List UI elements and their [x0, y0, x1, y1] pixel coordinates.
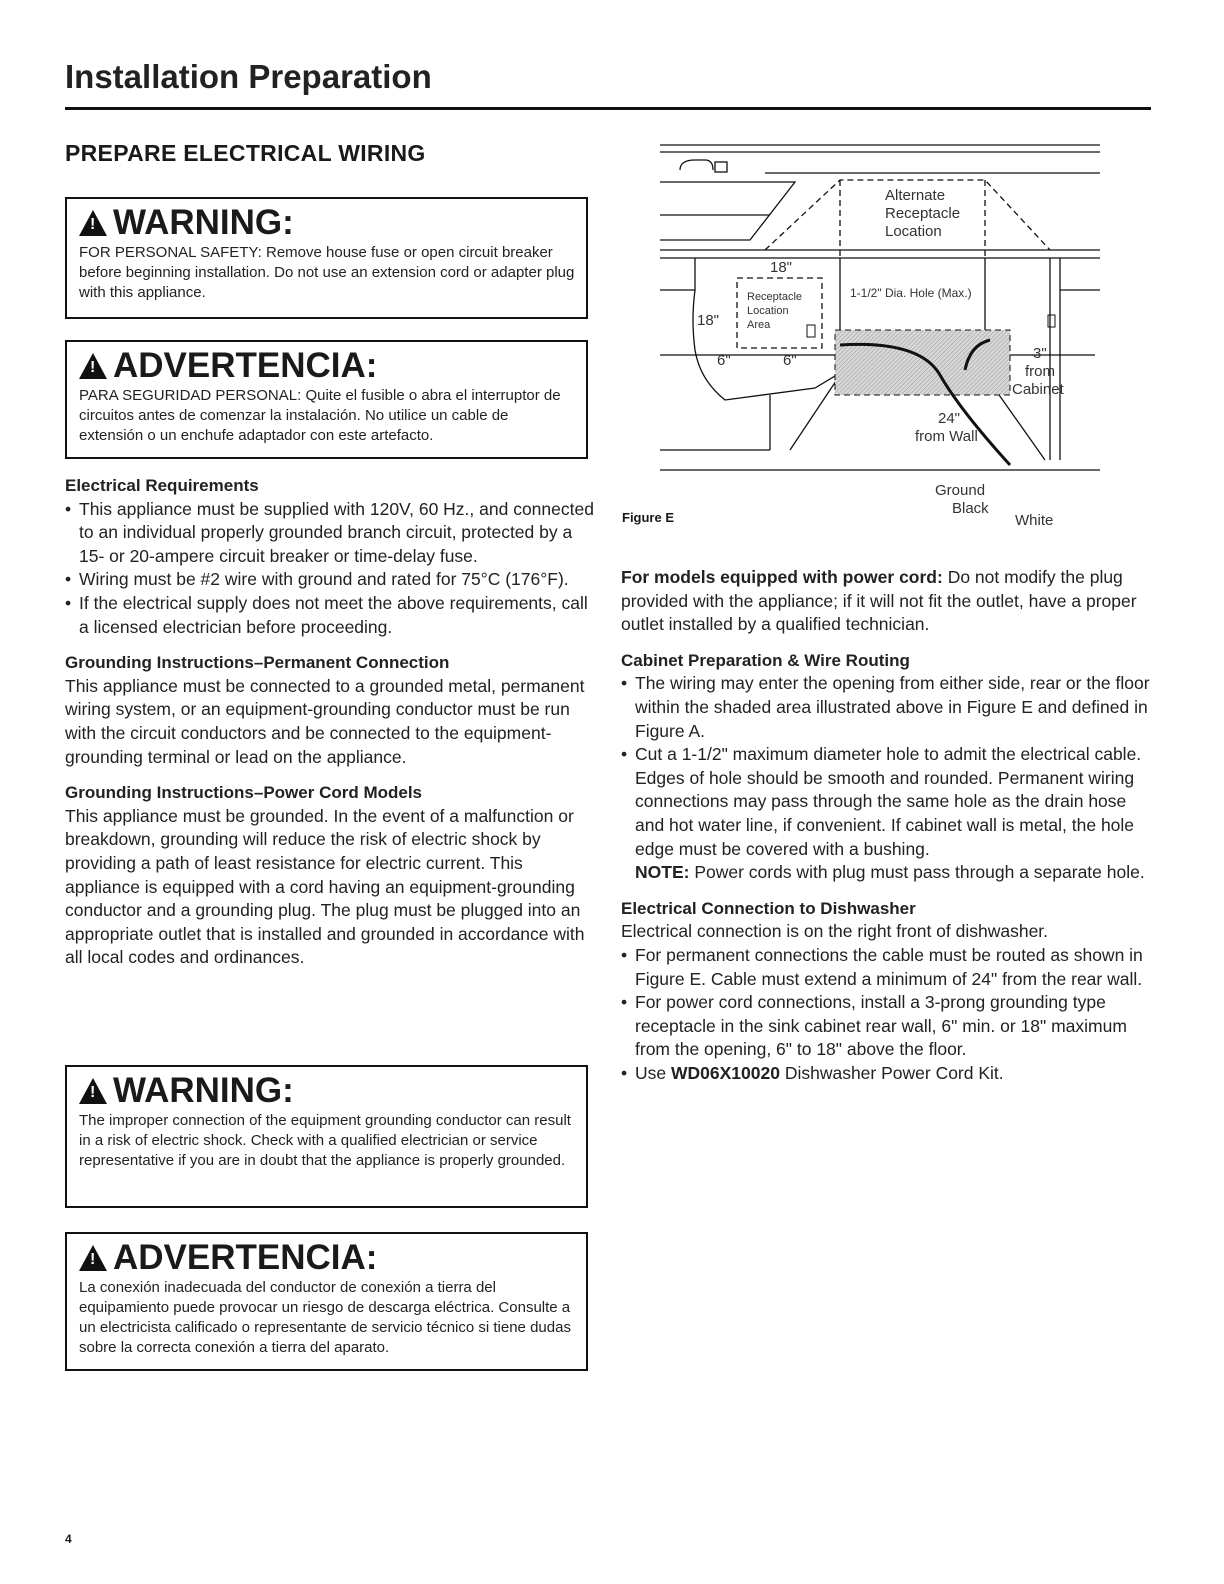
cabinet-list: [621, 672, 1151, 861]
warning-box-1: [65, 197, 588, 319]
title-rule: [65, 107, 1151, 110]
advertencia-box-2: [65, 1232, 588, 1371]
advertencia-box-1: [65, 340, 588, 459]
label-18-horizontal: 18": [770, 259, 793, 276]
list-item: [621, 1062, 1151, 1086]
list-item: • The wiring may enter the opening from either side, rear or the floor within the shaded area illustrated above in Figure E and defined in Figure A.: [621, 672, 1151, 743]
warning-triangle-icon: [79, 353, 107, 379]
power-cord-paragraph: [621, 566, 1151, 637]
warning-text: PARA SEGURIDAD PERSONAL: Quite el fusible o abra el interruptor de circuitos antes de comenzar la instalación. No utilice un cable de extensión o un enchufe adaptador con este artefacto.: [79, 387, 561, 444]
warning-triangle-icon: [79, 1245, 107, 1271]
warning-triangle-icon: [79, 210, 107, 236]
left-column: [65, 474, 595, 970]
label-receptacle-area-3: Area: [747, 319, 771, 331]
right-column: [621, 566, 1151, 1085]
label-location: Location: [885, 223, 942, 240]
warning-text: FOR PERSONAL SAFETY: Remove house fuse or open circuit breaker before beginning installation. Do not use an extension cord or adapter plug with this appliance.: [79, 244, 575, 301]
connection-list: [621, 944, 1151, 1086]
subheading-electrical-requirements: Electrical Requirements: [65, 476, 259, 495]
list-item: • For power cord connections, install a 3-prong grounding type receptacle in the sink cabinet rear wall, 6" min. or 18" maximum from the opening, 6" to 18" above the floor.: [621, 991, 1151, 1062]
label-6-right: 6": [783, 352, 797, 369]
label-receptacle: Receptacle: [885, 205, 961, 222]
subheading-permanent-connection: Grounding Instructions–Permanent Connection: [65, 653, 450, 673]
label-receptacle-area-1: Receptacle: [747, 291, 803, 303]
section-heading: PREPARE ELECTRICAL WIRING: [65, 140, 426, 166]
label-cabinet: Cabinet: [1012, 381, 1064, 398]
list-item: • For permanent connections the cable must be routed as shown in Figure E. Cable must extend a minimum of 24" from the rear wall.: [621, 944, 1151, 991]
note-label: NOTE:: [635, 862, 690, 883]
warning-text: La conexión inadecuada del conductor de conexión a tierra del equipamiento puede provocar un riesgo de descarga eléctrica. Consulte a un electricista calificado o representante de servicio técnico si tiene dudas sobre la correcta conexión a tierra del aparato.: [79, 1279, 571, 1356]
subheading-electrical-connection: Electrical Connection to Dishwasher: [621, 898, 916, 918]
text: Dishwasher Power Cord Kit.: [779, 1062, 1004, 1083]
paragraph: This appliance must be connected to a grounded metal, permanent wiring system, or an equipment-grounding conductor must be run with the circuit conductors and be connected to the equipment-grounding terminal or lead on the appliance.: [65, 675, 585, 767]
page-title: Installation Preparation: [65, 58, 432, 95]
label-3: 3": [1033, 345, 1047, 362]
label-receptacle-area-2: Location: [747, 305, 789, 317]
paragraph: Electrical connection is on the right front of dishwasher.: [621, 921, 1049, 942]
label-from-wall: from Wall: [915, 428, 978, 445]
figure-e-diagram: [655, 140, 1100, 540]
label-white: White: [1015, 512, 1054, 529]
figure-caption: Figure E: [622, 510, 675, 525]
label-black: Black: [952, 500, 989, 517]
warning-text: The improper connection of the equipment grounding conductor can result in a risk of electric shock. Check with a qualified electrician or service representative if you are in doubt that the appliance is properly grounded.: [79, 1112, 571, 1169]
list-item: • This appliance must be supplied with 120V, 60 Hz., and connected to an individual properly grounded branch circuit, protected by a 15- or 20-ampere circuit breaker or time-delay fuse.: [65, 498, 595, 569]
warning-box-2: [65, 1065, 588, 1208]
warning-heading: ADVERTENCIA:: [113, 346, 378, 385]
warning-heading: WARNING:: [113, 203, 294, 242]
label-ground: Ground: [935, 482, 986, 499]
label-alternate: Alternate: [885, 187, 946, 204]
note-text: Power cords with plug must pass through a separate hole.: [689, 862, 1145, 883]
part-number: WD06X10020: [670, 1062, 780, 1083]
bold-lead: For models equipped with power cord:: [621, 567, 943, 587]
text: Use: [635, 1062, 671, 1083]
warning-heading: WARNING:: [113, 1071, 294, 1110]
label-hole: 1-1/2" Dia. Hole (Max.): [850, 286, 972, 300]
label-18-vertical: 18": [697, 312, 720, 329]
paragraph: This appliance must be grounded. In the event of a malfunction or breakdown, grounding will reduce the risk of electric shock by providing a path of least resistance for electric current. This appliance is equipped with a cord having an equipment-grounding conductor and a grounding plug. The plug must be plugged into an appropriate outlet that is installed and grounded in accordance with all local codes and ordinances.: [65, 805, 585, 968]
list-item: • Cut a 1-1/2" maximum diameter hole to admit the electrical cable. Edges of hole should be smooth and rounded. Permanent wiring connections may pass through the same hole as the drain hose and hot water line, if convenient. If cabinet wall is metal, the hole edge must be covered with a bushing.: [621, 743, 1151, 861]
electrical-requirements-list: [65, 498, 595, 640]
warning-triangle-icon: [79, 1078, 107, 1104]
subheading-power-cord-models: Grounding Instructions–Power Cord Models: [65, 783, 423, 803]
warning-heading: ADVERTENCIA:: [113, 1238, 378, 1277]
list-item: • If the electrical supply does not meet the above requirements, call a licensed electrician before proceeding.: [65, 592, 595, 639]
label-24: 24": [938, 410, 961, 427]
page-number: 4: [65, 1532, 72, 1546]
label-from: from: [1025, 363, 1055, 380]
note: [621, 861, 1151, 885]
label-6-left: 6": [717, 352, 731, 369]
list-item: • Wiring must be #2 wire with ground and rated for 75°C (176°F).: [65, 568, 595, 592]
paragraph-text: Do not modify the plug provided with the appliance; if it will not fit the outlet, have a proper outlet installed by a qualified technician.: [621, 567, 1137, 635]
subheading-cabinet-preparation: Cabinet Preparation & Wire Routing: [621, 650, 910, 670]
